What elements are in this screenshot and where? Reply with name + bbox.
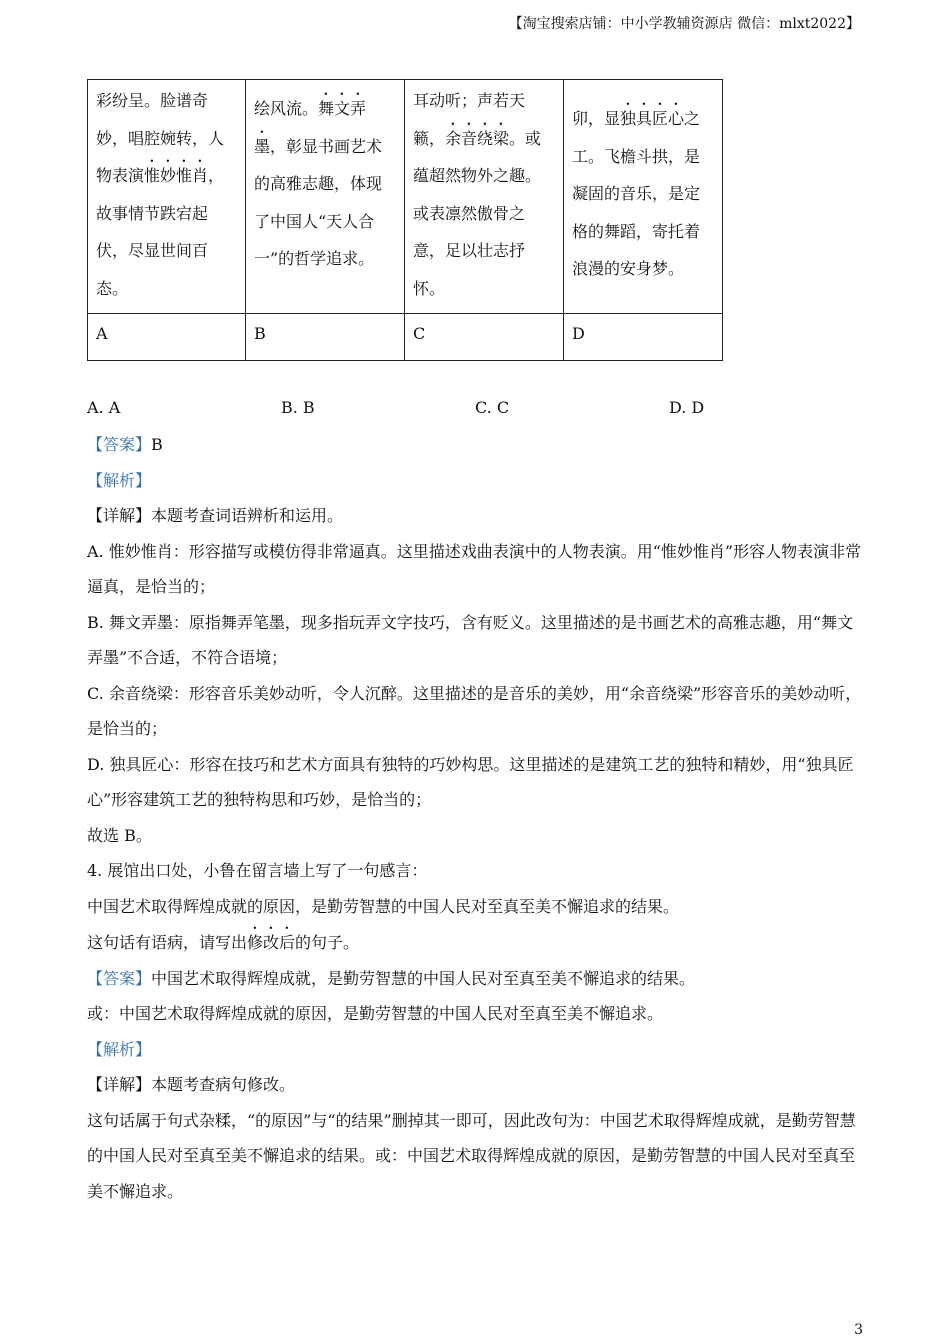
dotted-word: 惟妙惟肖 bbox=[144, 166, 209, 185]
q4-answer-alt: 或：中国艺术取得辉煌成就的原因，是勤劳智慧的中国人民对至真至美不懈追求。 bbox=[87, 1004, 664, 1023]
q3-conclusion: 故选 B。 bbox=[87, 825, 152, 845]
page-header: 【淘宝搜索店铺：中小学教辅资源店 微信：mlxt2022】 bbox=[508, 16, 860, 32]
page-number: 3 bbox=[854, 1322, 863, 1338]
dotted-word: 舞文弄墨 bbox=[254, 99, 367, 156]
answer-tag: 【答案】 bbox=[87, 435, 152, 454]
cell-a: 彩纷呈。脸谱奇妙，唱腔婉转，人物表演惟妙惟肖，故事情节跌宕起伏，尽显世间百态。 bbox=[88, 80, 246, 314]
dotted-word: 余音绕梁 bbox=[445, 128, 510, 148]
q3-option-a: A. 惟妙惟肖：形容描写或模仿得非常逼真。这里描述戏曲表演中的人物表演。用“惟妙惟肖”形容人物表演非常逼真，是恰当的； bbox=[87, 541, 862, 596]
dotted-word: 独具匠心 bbox=[620, 109, 685, 128]
q4-task: 这句话有语病，请写出修改后的句子。 bbox=[87, 933, 360, 952]
dotted-word: 修改后 bbox=[247, 933, 296, 952]
cell-d: 卯，显独具匠心之工。飞檐斗拱，是凝固的音乐，是定格的舞蹈，寄托着浪漫的安身梦。 bbox=[564, 80, 723, 314]
label-c: C bbox=[405, 314, 564, 361]
q4-detail-line: 【详解】本题考查病句修改。 bbox=[87, 1075, 296, 1094]
q4-explanation: 这句话属于句式杂糅，“的原因”与“的结果”删掉其一即可，因此改句为：中国艺术取得辉煌成就，是勤劳智慧的中国人民对至真至美不懈追求的结果。或：中国艺术取得辉煌成就的原因，是勤劳智慧的中国人民对至真至美不懈追求。 bbox=[87, 1110, 856, 1201]
q3-detail-line: 【详解】本题考查词语辨析和运用。 bbox=[87, 506, 344, 525]
q4-answer-line: 【答案】中国艺术取得辉煌成就，是勤劳智慧的中国人民对至真至美不懈追求的结果。 bbox=[87, 968, 696, 988]
choice-c: C. C bbox=[475, 398, 510, 417]
options-table bbox=[87, 79, 723, 361]
label-a: A bbox=[88, 314, 246, 361]
label-b: B bbox=[246, 314, 405, 361]
label-d: D bbox=[564, 314, 723, 361]
cell-b: 绘风流。舞文弄墨，彰显书画艺术的高雅志趣，体现了中国人“天人合一”的哲学追求。 bbox=[246, 80, 405, 314]
q3-analysis-tag: 【解析】 bbox=[87, 470, 152, 490]
choice-a: A. A bbox=[87, 398, 121, 417]
answer-tag: 【答案】 bbox=[87, 968, 152, 988]
q4-sentence: 中国艺术取得辉煌成就的原因，是勤劳智慧的中国人民对至真至美不懈追求的结果。 bbox=[87, 896, 680, 916]
q4-analysis-tag: 【解析】 bbox=[87, 1039, 152, 1059]
q3-answer-line: 【答案】B bbox=[87, 435, 163, 454]
q3-option-b: B. 舞文弄墨：原指舞弄笔墨，现多指玩弄文字技巧，含有贬义。这里描述的是书画艺术的高雅志趣，用“舞文弄墨”不合适，不符合语境； bbox=[87, 612, 854, 667]
q3-option-c: C. 余音绕梁：形容音乐美妙动听，令人沉醉。这里描述的是音乐的美妙，用“余音绕梁”形容音乐的美妙动听，是恰当的； bbox=[87, 683, 862, 738]
q4-stem: 4. 展馆出口处，小鲁在留言墙上写了一句感言： bbox=[87, 861, 428, 880]
choice-d: D. D bbox=[669, 398, 705, 417]
solution-body bbox=[87, 427, 863, 1209]
q3-option-d: D. 独具匠心：形容在技巧和艺术方面具有独特的巧妙构思。这里描述的是建筑工艺的独特和精妙，用“独具匠心”形容建筑工艺的独特构思和巧妙，是恰当的； bbox=[87, 754, 854, 809]
cell-c: 耳动听；声若天籁，余音绕梁。或蕴超然物外之趣。或表凛然傲骨之意，足以壮志抒怀。 bbox=[405, 80, 564, 314]
choice-b: B. B bbox=[281, 398, 315, 417]
